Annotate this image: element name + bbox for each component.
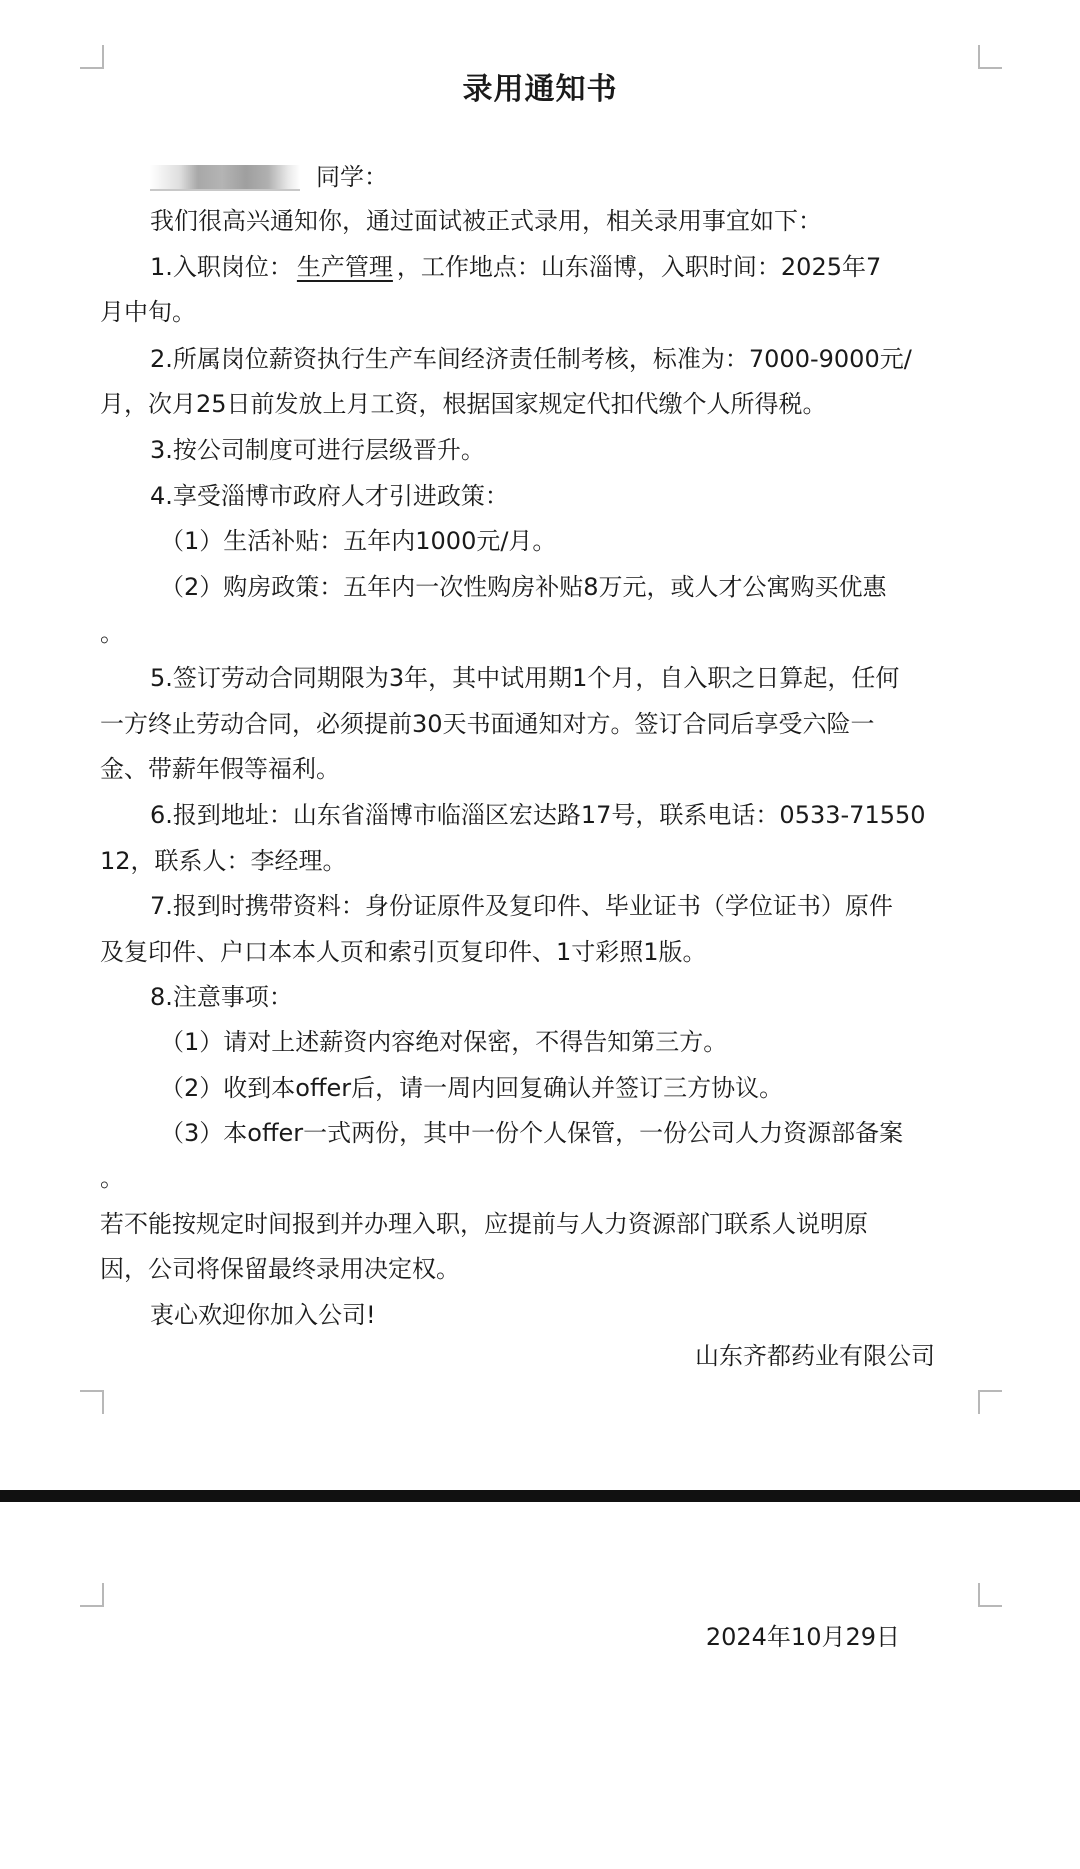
item-6-line-1: 6.报到地址：山东省淄博市临淄区宏达路17号，联系电话：0533-71550 — [150, 801, 926, 829]
position-label: 1.入职岗位： — [150, 253, 293, 281]
closing-note-line-2: 因，公司将保留最终录用决定权。 — [100, 1255, 460, 1283]
item-8-sub-3: （3）本offer一式两份，其中一份个人保管，一份公司人力资源部备案 — [160, 1119, 904, 1147]
item-8-sub-1: （1）请对上述薪资内容绝对保密，不得告知第三方。 — [160, 1028, 728, 1056]
item-8-sub-2: （2）收到本offer后，请一周内回复确认并签订三方协议。 — [160, 1074, 784, 1102]
item-1-line-2: 月中旬。 — [100, 298, 196, 326]
item-4: 4.享受淄博市政府人才引进政策： — [150, 482, 509, 510]
item-6-line-2: 12，联系人：李经理。 — [100, 847, 347, 875]
item-7-line-2: 及复印件、户口本本人页和索引页复印件、1寸彩照1版。 — [100, 938, 707, 966]
second-page — [0, 1502, 1080, 1869]
item-1-line-1 — [150, 250, 881, 284]
item-2-line-2: 月，次月25日前发放上月工资，根据国家规定代扣代缴个人所得税。 — [100, 390, 827, 418]
item-8-sub-3-end: 。 — [100, 1164, 124, 1192]
item-2-line-1: 2.所属岗位薪资执行生产车间经济责任制考核，标准为：7000-9000元/ — [150, 345, 912, 373]
intro-paragraph: 我们很高兴通知你，通过面试被正式录用，相关录用事宜如下： — [150, 207, 822, 235]
crop-mark-page2-top-left — [80, 1583, 104, 1607]
crop-mark-bottom-left — [80, 1390, 104, 1414]
greeting-suffix: 同学： — [316, 163, 388, 191]
item-5-line-3: 金、带薪年假等福利。 — [100, 755, 340, 783]
greeting-line — [150, 160, 388, 194]
page-break-divider — [0, 1490, 1080, 1502]
item-8: 8.注意事项： — [150, 983, 293, 1011]
position-details: ，工作地点：山东淄博，入职时间：2025年7 — [396, 253, 882, 281]
crop-mark-page2-top-right — [978, 1583, 1002, 1607]
document-title: 录用通知书 — [462, 72, 618, 107]
company-name: 山东齐都药业有限公司 — [695, 1342, 935, 1370]
crop-mark-bottom-right — [978, 1390, 1002, 1414]
closing-note-line-1: 若不能按规定时间报到并办理入职，应提前与人力资源部门联系人说明原 — [100, 1210, 868, 1238]
position-value: 生产管理 — [296, 253, 393, 281]
welcome-line: 衷心欢迎你加入公司! — [150, 1301, 376, 1329]
redacted-name — [150, 165, 300, 191]
item-4-sub-2-end: 。 — [100, 619, 124, 647]
issue-date: 2024年10月29日 — [705, 1623, 900, 1651]
item-3: 3.按公司制度可进行层级晋升。 — [150, 436, 485, 464]
item-5-line-1: 5.签订劳动合同期限为3年，其中试用期1个月，自入职之日算起，任何 — [150, 664, 900, 692]
item-7-line-1: 7.报到时携带资料：身份证原件及复印件、毕业证书（学位证书）原件 — [150, 892, 893, 920]
item-5-line-2: 一方终止劳动合同，必须提前30天书面通知对方。签订合同后享受六险一 — [100, 710, 875, 738]
item-4-sub-2: （2）购房政策：五年内一次性购房补贴8万元，或人才公寓购买优惠 — [160, 573, 887, 601]
item-4-sub-1: （1）生活补贴：五年内1000元/月。 — [160, 527, 557, 555]
